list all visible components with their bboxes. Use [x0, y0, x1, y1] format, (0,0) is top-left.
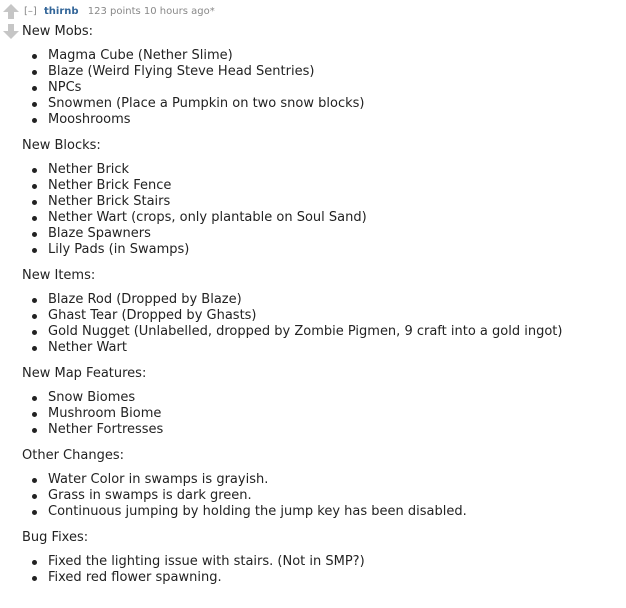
list-item-text: Nether Brick Fence	[48, 178, 172, 193]
section-heading: New Blocks:	[22, 138, 101, 153]
bullet-icon	[32, 184, 37, 189]
downvote-arrow-icon[interactable]	[3, 24, 19, 39]
list-item-text: Grass in swamps is dark green.	[48, 488, 252, 503]
list-item	[22, 472, 618, 488]
vote-arrows	[3, 4, 19, 39]
section-list	[22, 48, 618, 128]
author-link[interactable]: thirnb	[44, 6, 79, 17]
list-item-text: Fixed the lighting issue with stairs. (Not in SMP?)	[48, 554, 365, 569]
bullet-icon	[32, 560, 37, 565]
bullet-icon	[32, 298, 37, 303]
list-item-text: Mooshrooms	[48, 112, 131, 127]
list-item-text: Nether Wart (crops, only plantable on Soul Sand)	[48, 210, 367, 225]
list-item	[22, 488, 618, 504]
bullet-icon	[32, 70, 37, 75]
list-item-text: Nether Wart	[48, 340, 127, 355]
section-heading: New Items:	[22, 268, 96, 283]
comment-body	[22, 22, 618, 594]
bullet-icon	[32, 168, 37, 173]
bullet-icon	[32, 118, 37, 123]
list-item-text: Magma Cube (Nether Slime)	[48, 48, 233, 63]
bullet-icon	[32, 216, 37, 221]
list-item	[22, 308, 618, 324]
list-item-text: Ghast Tear (Dropped by Ghasts)	[48, 308, 257, 323]
bullet-icon	[32, 248, 37, 253]
list-item	[22, 80, 618, 96]
list-item-text: Snowmen (Place a Pumpkin on two snow blocks)	[48, 96, 365, 111]
list-item	[22, 570, 618, 586]
comment-tagline	[24, 5, 215, 19]
section-heading: New Map Features:	[22, 366, 147, 381]
list-item-text: Lily Pads (in Swamps)	[48, 242, 190, 257]
bullet-icon	[32, 330, 37, 335]
list-item-text: Nether Brick	[48, 162, 130, 177]
list-item	[22, 48, 618, 64]
collapse-toggle[interactable]: [–]	[24, 6, 37, 17]
timestamp: 10 hours ago*	[143, 6, 215, 17]
list-item-text: Snow Biomes	[48, 390, 136, 405]
list-item-text: Nether Fortresses	[48, 422, 164, 437]
list-item	[22, 504, 618, 520]
list-item-text: Gold Nugget (Unlabelled, dropped by Zombie Pigmen, 9 craft into a gold ingot)	[48, 324, 563, 339]
list-item	[22, 554, 618, 570]
section-list	[22, 162, 618, 258]
section-list	[22, 390, 618, 438]
list-item	[22, 112, 618, 128]
list-item	[22, 194, 618, 210]
section-list	[22, 292, 618, 356]
bullet-icon	[32, 346, 37, 351]
section-list	[22, 554, 618, 586]
bullet-icon	[32, 428, 37, 433]
list-item	[22, 324, 618, 340]
score: 123 points	[87, 6, 141, 17]
bullet-icon	[32, 314, 37, 319]
bullet-icon	[32, 478, 37, 483]
list-item	[22, 390, 618, 406]
list-item	[22, 422, 618, 438]
section-heading: New Mobs:	[22, 24, 94, 39]
list-item-text: Continuous jumping by holding the jump key has been disabled.	[48, 504, 467, 519]
list-item-text: Blaze Rod (Dropped by Blaze)	[48, 292, 242, 307]
list-item	[22, 178, 618, 194]
list-item-text: Blaze Spawners	[48, 226, 151, 241]
bullet-icon	[32, 576, 37, 581]
bullet-icon	[32, 232, 37, 237]
list-item	[22, 64, 618, 80]
bullet-icon	[32, 510, 37, 515]
list-item	[22, 340, 618, 356]
list-item-text: Nether Brick Stairs	[48, 194, 171, 209]
list-item	[22, 226, 618, 242]
list-item	[22, 96, 618, 112]
list-item	[22, 406, 618, 422]
bullet-icon	[32, 396, 37, 401]
bullet-icon	[32, 494, 37, 499]
bullet-icon	[32, 412, 37, 417]
section-heading: Bug Fixes:	[22, 530, 89, 545]
section-list	[22, 472, 618, 520]
list-item-text: NPCs	[48, 80, 82, 95]
list-item-text: Mushroom Biome	[48, 406, 162, 421]
bullet-icon	[32, 86, 37, 91]
bullet-icon	[32, 200, 37, 205]
list-item	[22, 210, 618, 226]
list-item-text: Blaze (Weird Flying Steve Head Sentries)	[48, 64, 315, 79]
bullet-icon	[32, 54, 37, 59]
section-heading: Other Changes:	[22, 448, 124, 463]
list-item-text: Fixed red flower spawning.	[48, 570, 222, 585]
bullet-icon	[32, 102, 37, 107]
list-item	[22, 292, 618, 308]
upvote-arrow-icon[interactable]	[3, 4, 19, 19]
list-item	[22, 162, 618, 178]
list-item	[22, 242, 618, 258]
list-item-text: Water Color in swamps is grayish.	[48, 472, 269, 487]
